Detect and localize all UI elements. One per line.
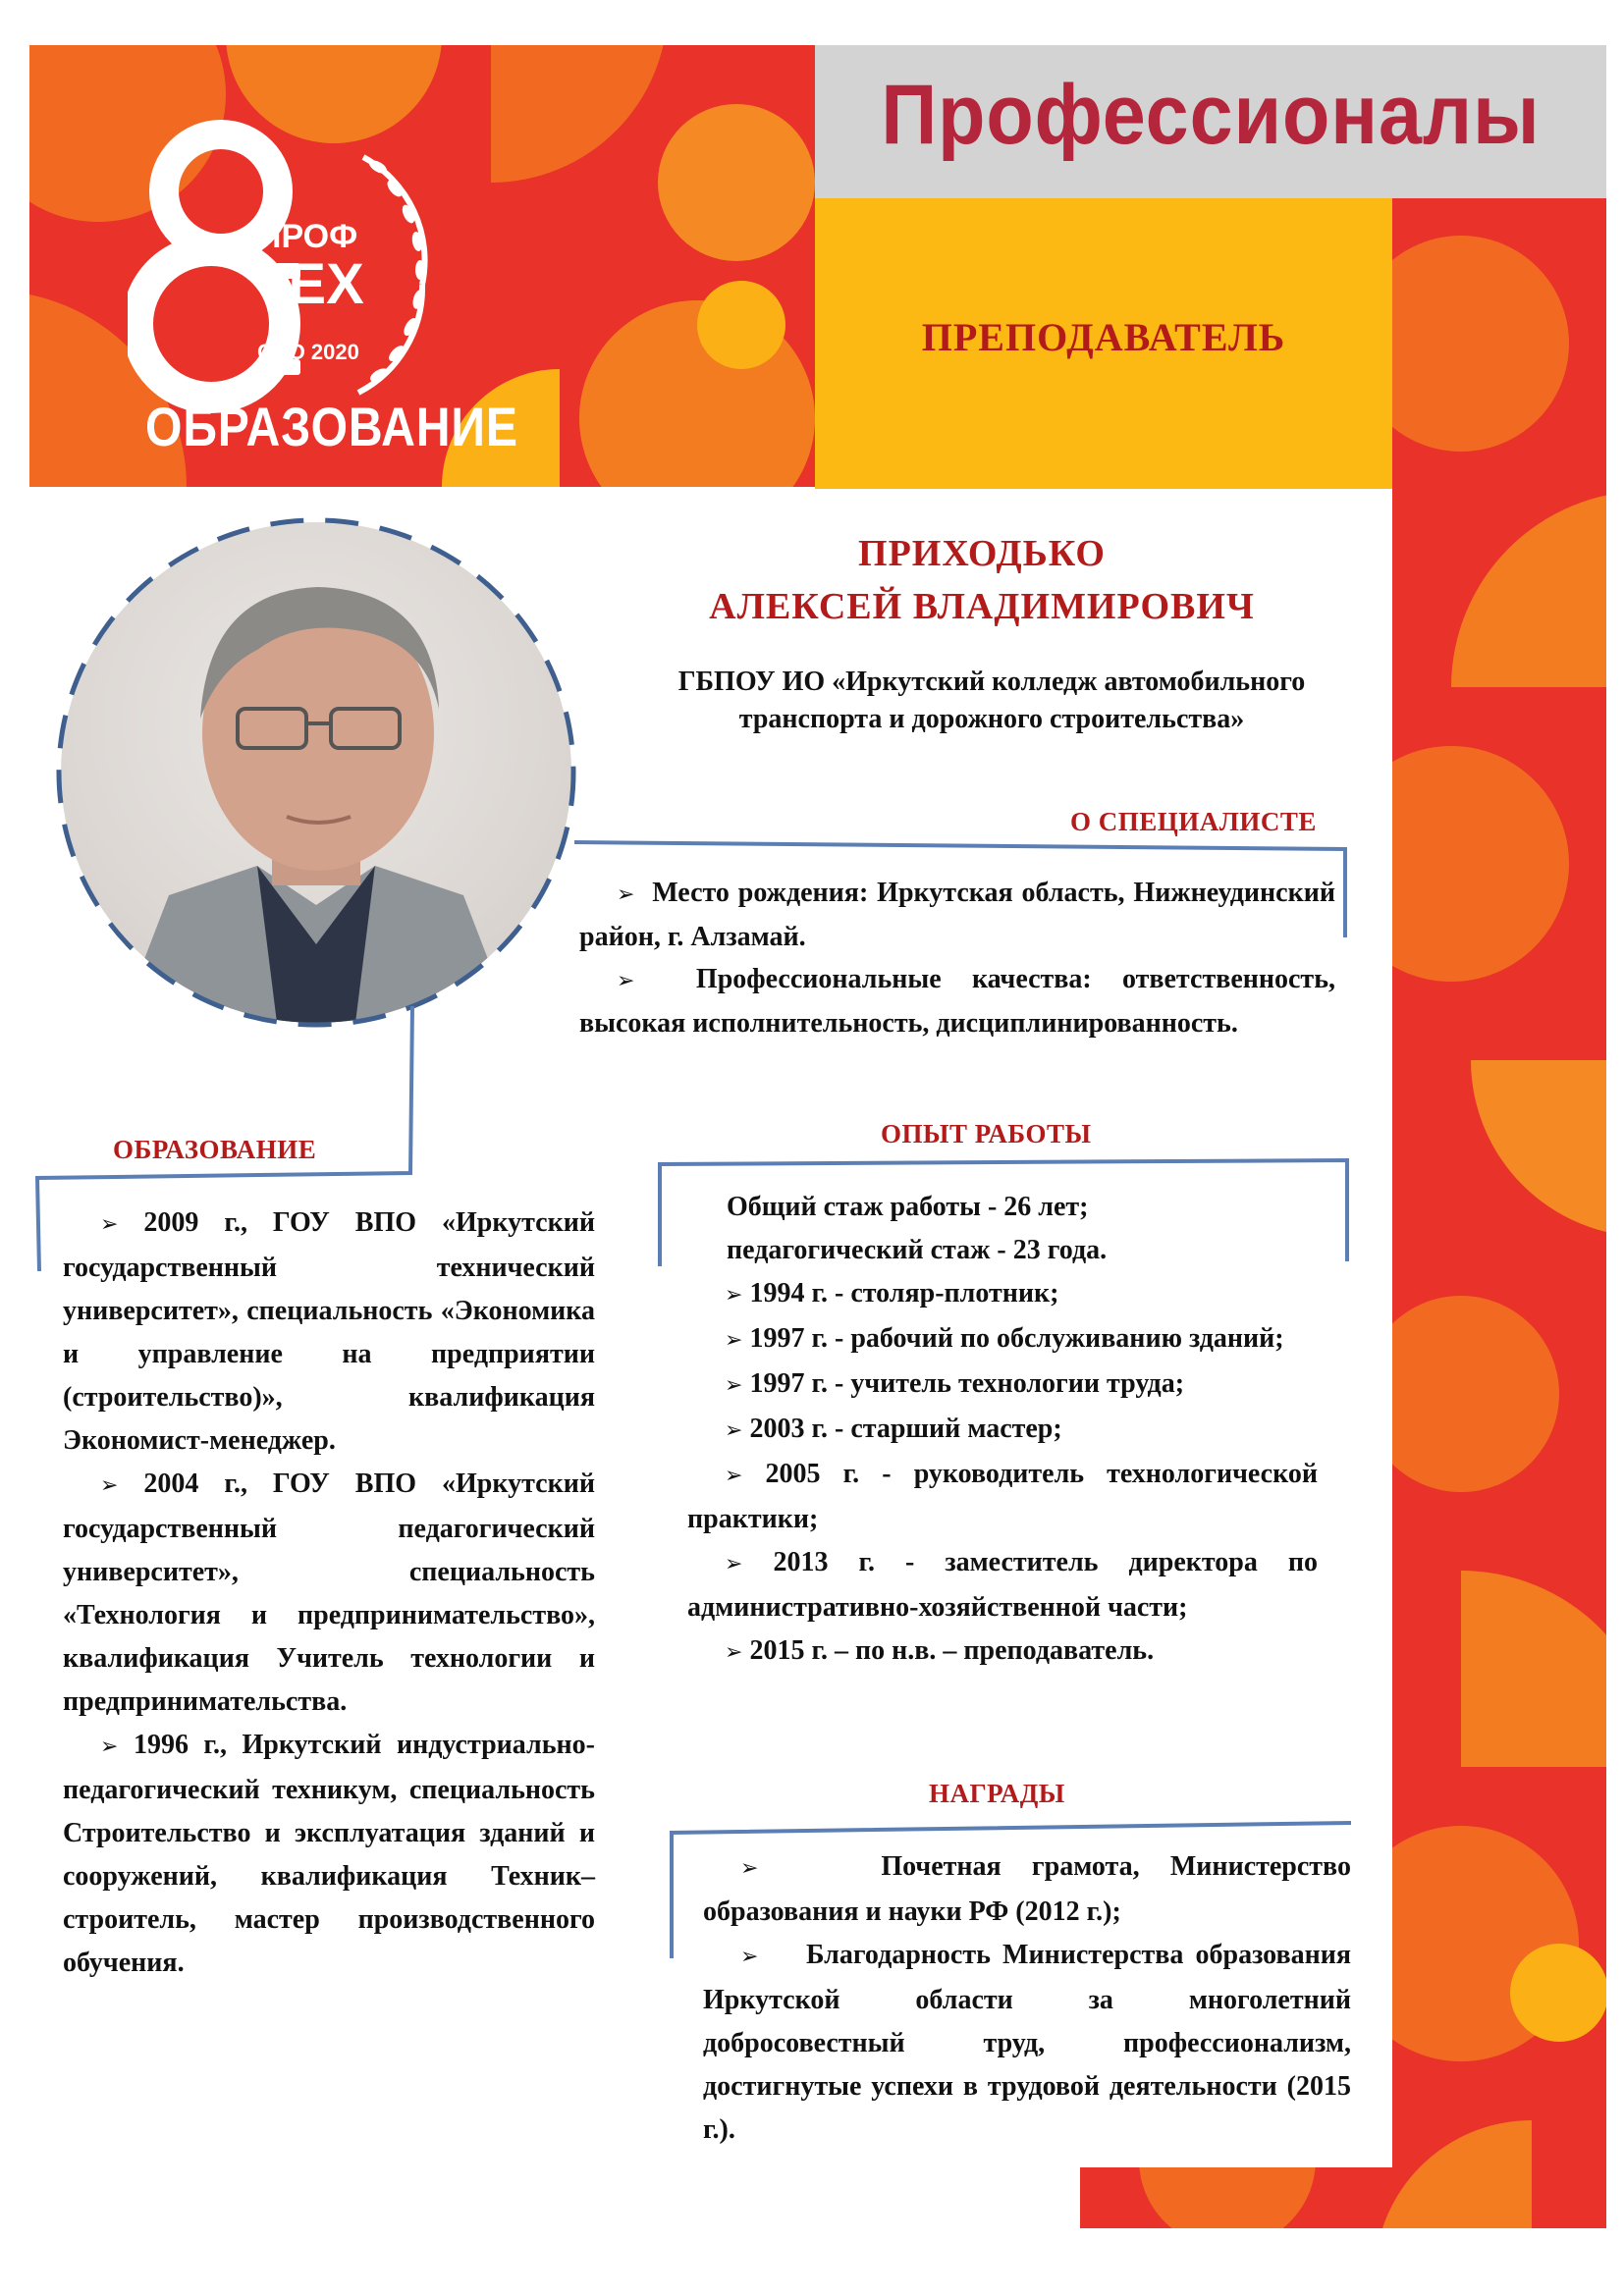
arrow-bullet-icon: ➢ — [100, 1735, 119, 1759]
arrow-bullet-icon: ➢ — [740, 1945, 759, 1969]
arrow-bullet-icon: ➢ — [725, 1328, 743, 1353]
section-title-education: ОБРАЗОВАНИЕ — [113, 1135, 317, 1164]
list-item: ➢ 1996 г., Иркутский индустриально-педагогический техникум, специальность Строительство и эксплуатация зданий и сооружений, квалификация Техник–строитель, мастер производственного обучения. — [63, 1730, 595, 1978]
list-item: ➢ 1994 г. - столяр-плотник; — [725, 1278, 1059, 1308]
section-title-work: ОПЫТ РАБОТЫ — [881, 1119, 1092, 1148]
arrow-bullet-icon: ➢ — [725, 1640, 743, 1665]
organization-name: ГБПОУ ИО «Иркутский колледж автомобильного транспорта и дорожного строительства» — [677, 667, 1306, 734]
arrow-bullet-icon: ➢ — [725, 1552, 743, 1576]
arrow-bullet-icon: ➢ — [617, 969, 635, 993]
role-title: ПРЕПОДАВАТЕЛЬ — [921, 315, 1286, 359]
arrow-bullet-icon: ➢ — [725, 1373, 743, 1398]
arrow-bullet-icon: ➢ — [725, 1464, 743, 1488]
brand-title: Профессионалы — [881, 68, 1541, 162]
logo-text-prof: ПРОФ — [257, 218, 358, 255]
section-title-awards: НАГРАДЫ — [929, 1779, 1065, 1808]
portrait-frame — [51, 512, 581, 1033]
list-item: ➢ 1997 г. - рабочий по обслуживанию зданий; — [725, 1323, 1284, 1354]
arrow-bullet-icon: ➢ — [725, 1418, 743, 1443]
about-list — [579, 872, 1335, 1044]
logo-text-tech: ТЕХ — [253, 252, 364, 316]
list-item: ➢ 2015 г. – по н.в. – преподаватель. — [725, 1635, 1155, 1666]
work-summary-total: Общий стаж работы - 26 лет; — [727, 1192, 1089, 1222]
arrow-bullet-icon: ➢ — [100, 1473, 119, 1498]
section-title-about: О СПЕЦИАЛИСТЕ — [1070, 807, 1317, 836]
arrow-bullet-icon: ➢ — [740, 1856, 759, 1881]
arrow-bullet-icon: ➢ — [100, 1212, 119, 1237]
list-item: ➢ 2013 г. - заместитель директора по административно-хозяйственной части; — [687, 1547, 1318, 1623]
work-list — [687, 1186, 1318, 1675]
arrow-bullet-icon: ➢ — [617, 882, 635, 907]
teacher-surname: ПРИХОДЬКО — [858, 533, 1106, 574]
arrow-bullet-icon: ➢ — [725, 1283, 743, 1308]
role-banner — [815, 198, 1392, 489]
logo-text-education: ОБРАЗОВАНИЕ — [145, 396, 518, 457]
list-item: ➢ 2005 г. - руководитель технологической практики; — [687, 1459, 1318, 1534]
education-list — [63, 1201, 595, 1985]
list-item: ➢ 1997 г. - учитель технологии труда; — [725, 1368, 1185, 1399]
teacher-given-names: АЛЕКСЕЙ ВЛАДИМИРОВИЧ — [709, 586, 1255, 627]
awards-list — [703, 1845, 1351, 2152]
list-item: ➢ 2004 г., ГОУ ВПО «Иркутский государственный педагогический университет», специальность «Технология и предпринимательство», квалификация Учитель технологии и предпринимательства. — [63, 1468, 595, 1717]
side-pattern-background — [1392, 196, 1606, 2110]
list-item: ➢ Место рождения: Иркутская область, Нижнеудинский район, г. Алзамай. — [579, 878, 1336, 952]
list-item: ➢ Профессиональные качества: ответственность, высокая исполнительность, дисциплинированность. — [579, 964, 1335, 1039]
list-item: ➢ Почетная грамота, Министерство образования и науки РФ (2012 г.); — [703, 1851, 1351, 1927]
list-item: ➢ Благодарность Министерства образования Иркутской области за многолетний добросовестный труд, профессионализм, достигнутые успехи в трудовой деятельности (2015 г.). — [703, 1940, 1352, 2145]
work-summary-teaching: педагогический стаж - 23 года. — [727, 1235, 1108, 1265]
list-item: ➢ 2009 г., ГОУ ВПО «Иркутский государственный технический университет», специальность «Экономика и управление на предприятии (строительство)», квалификация Экономист-менеджер. — [63, 1207, 595, 1456]
logo-text-spo: СПО 2020 — [257, 340, 359, 364]
brand-banner — [815, 45, 1606, 198]
list-item: ➢ 2003 г. - старший мастер; — [725, 1414, 1062, 1444]
